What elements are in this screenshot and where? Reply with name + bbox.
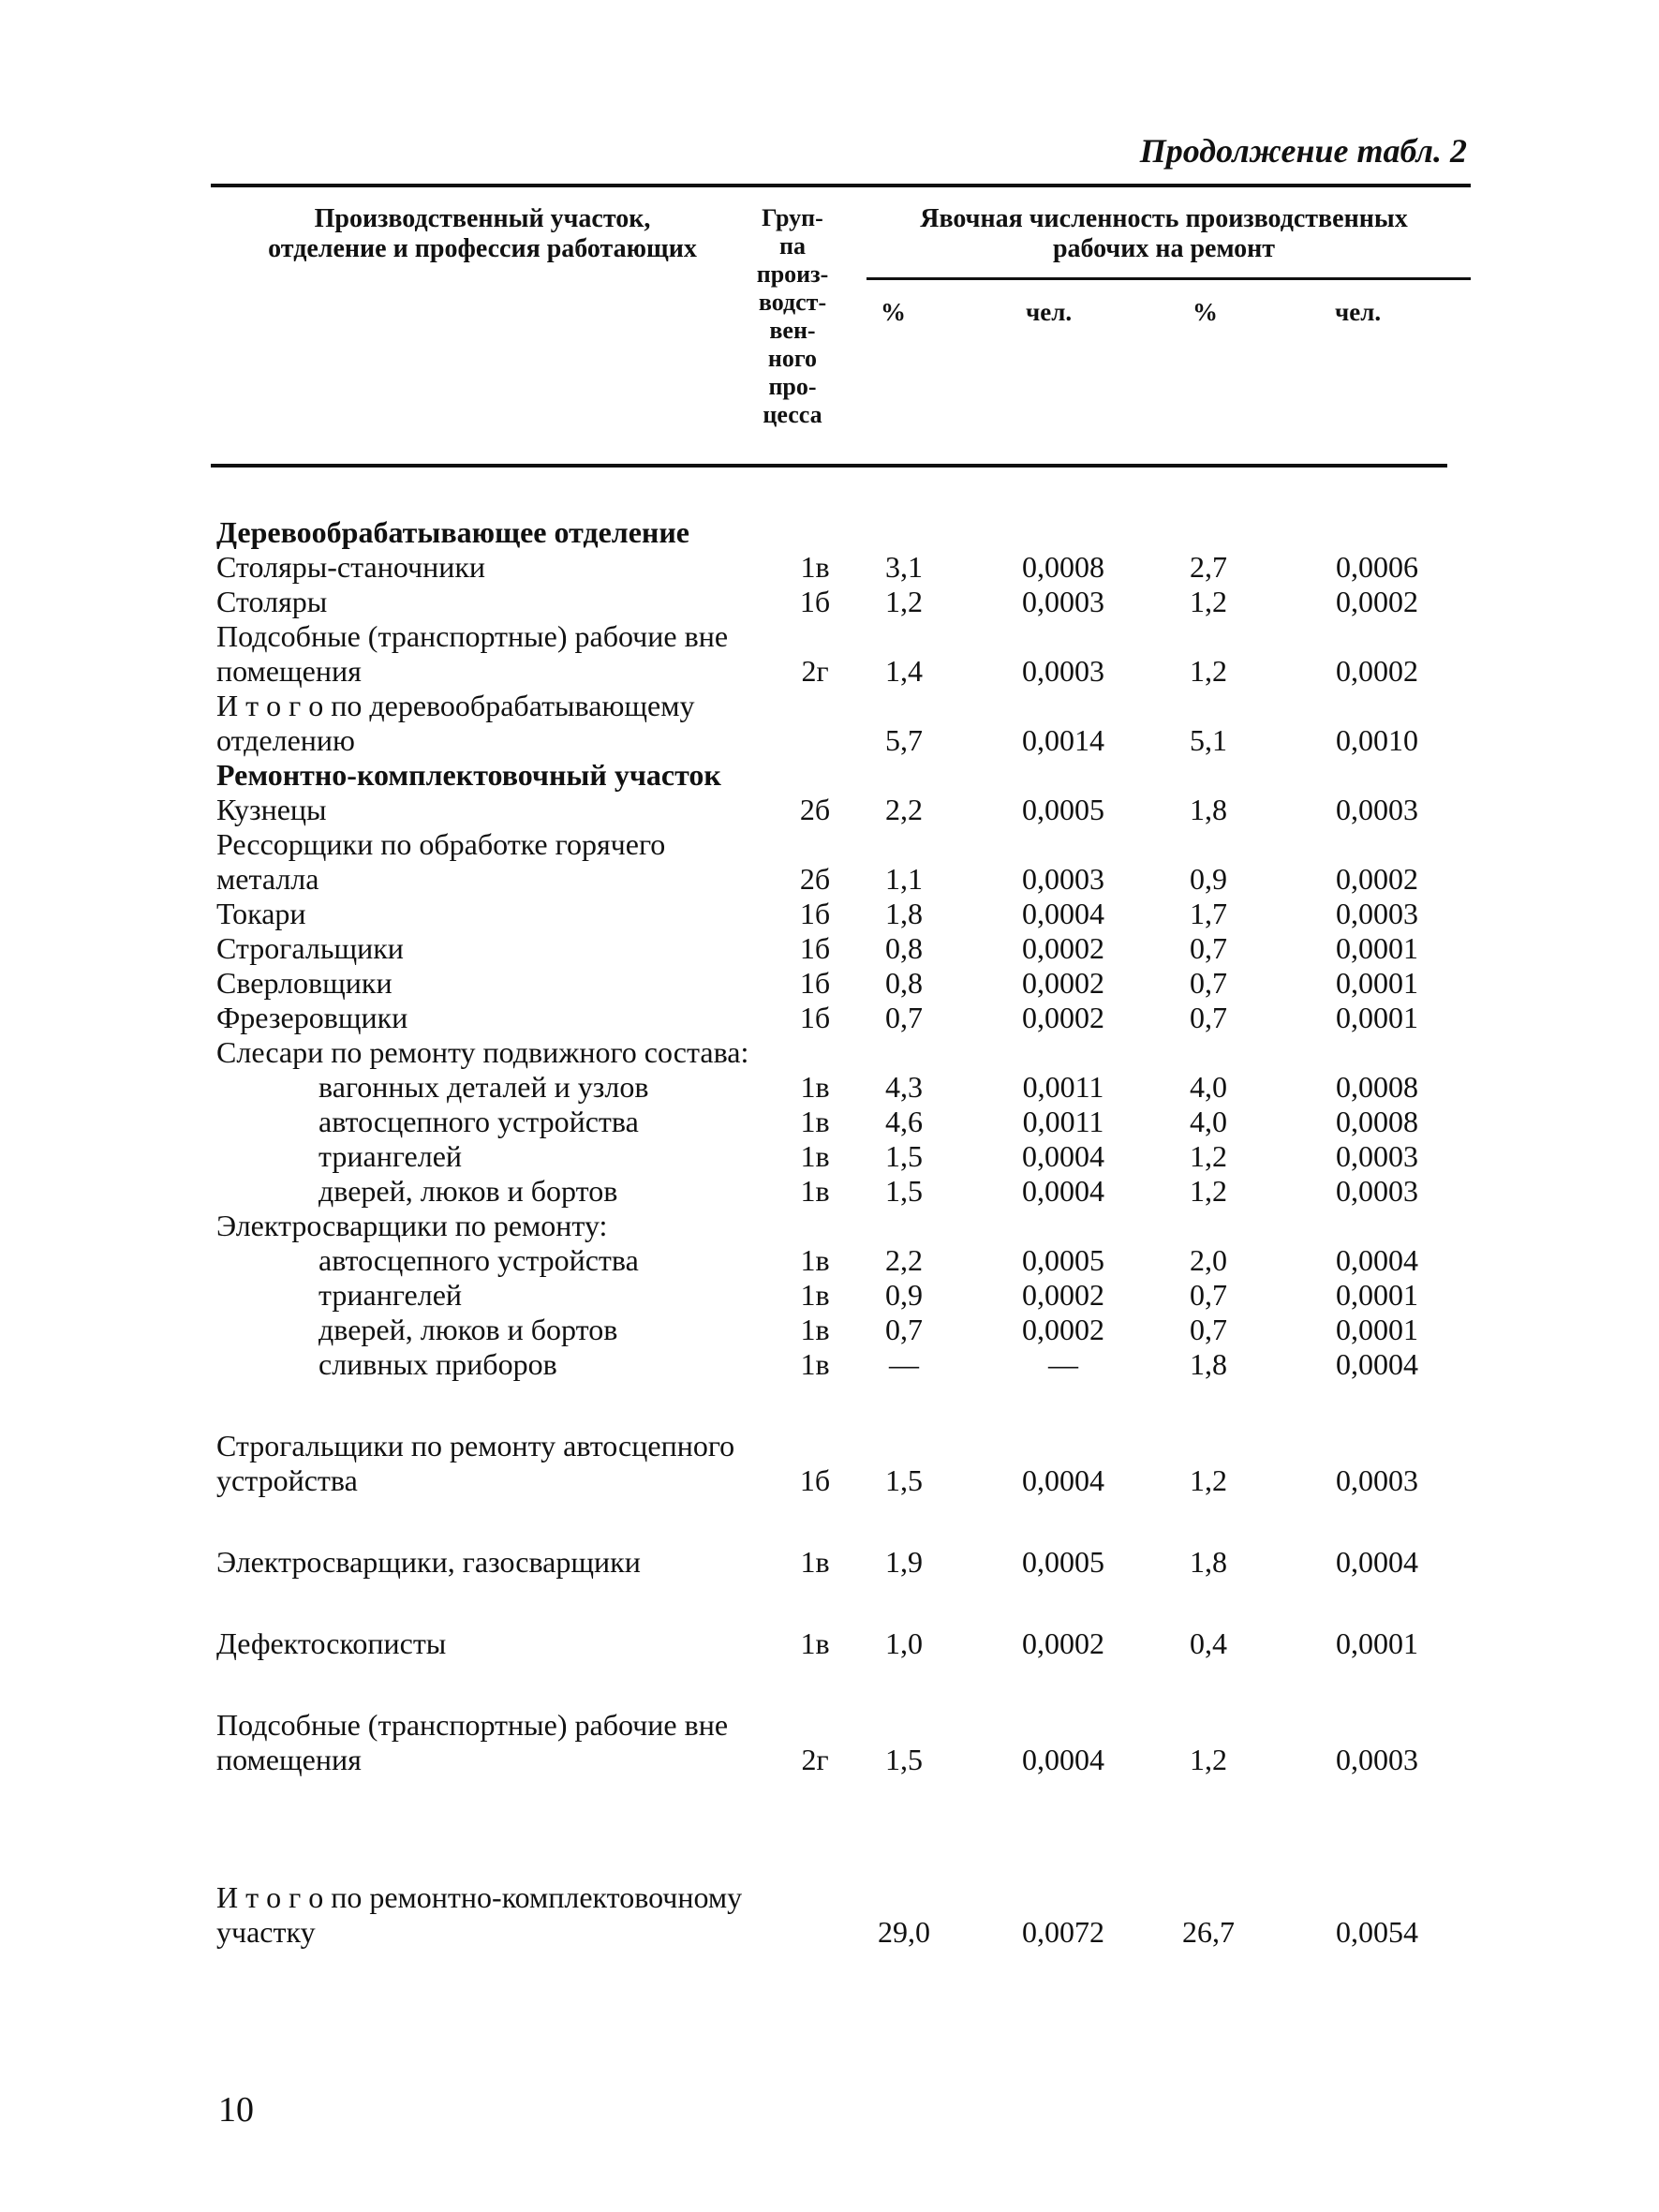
- row-values: [211, 966, 1471, 1001]
- cell-percent-2: 0,7: [1190, 1313, 1227, 1346]
- cell-percent-1: 4,3: [885, 1070, 923, 1104]
- cell-percent-2: 2,7: [1190, 550, 1227, 584]
- row-values: [211, 931, 1471, 966]
- cell-group: 1б: [799, 585, 831, 618]
- header-sub-percent-1: %: [881, 298, 906, 326]
- header-bottom-rule: [211, 464, 1447, 468]
- cell-group: 1в: [800, 1243, 830, 1277]
- cell-people-2: 0,0008: [1336, 1105, 1418, 1138]
- table-row: [211, 758, 1471, 793]
- header-attendance-line2: рабочих на ремонт: [1052, 234, 1276, 263]
- row-name: Строгальщики: [216, 931, 404, 965]
- header-group-line: произ-: [756, 260, 829, 288]
- row-values: [211, 1278, 1471, 1313]
- cell-group: 1б: [799, 1463, 831, 1497]
- row-values: [211, 897, 1471, 931]
- cell-people-2: 0,0004: [1336, 1545, 1418, 1579]
- table-caption: Продолжение табл. 2: [1139, 132, 1467, 170]
- cell-group: 1б: [799, 931, 831, 965]
- cell-people-2: 0,0004: [1336, 1347, 1418, 1381]
- cell-percent-2: 0,7: [1190, 966, 1227, 1000]
- page-number: 10: [218, 2090, 254, 2130]
- row-name: триангелей: [318, 1278, 463, 1312]
- cell-percent-1: 1,2: [885, 585, 923, 618]
- row-name: дверей, люков и бортов: [318, 1174, 618, 1208]
- cell-group: 1в: [800, 1545, 830, 1579]
- cell-group: 1б: [799, 897, 831, 930]
- cell-people-1: 0,0014: [1022, 723, 1104, 757]
- cell-percent-2: 2,0: [1190, 1243, 1227, 1277]
- row-name: Фрезеровщики: [216, 1001, 408, 1034]
- table-row: [211, 689, 1471, 758]
- cell-people-1: 0,0002: [1022, 966, 1104, 1000]
- header-group-line: цесса: [763, 401, 822, 428]
- cell-percent-2: 1,2: [1190, 1139, 1227, 1173]
- row-name: сливных приборов: [318, 1347, 557, 1381]
- cell-people-2: 0,0001: [1336, 1626, 1418, 1660]
- cell-percent-2: 1,2: [1190, 1463, 1227, 1497]
- row-name: Слесари по ремонту подвижного состава:: [216, 1035, 749, 1069]
- cell-percent-2: 1,8: [1190, 1545, 1227, 1579]
- row-name: Дефектоскописты: [216, 1626, 447, 1660]
- table-row: [211, 1347, 1471, 1382]
- cell-group: 1в: [800, 1139, 830, 1173]
- cell-group: 1в: [800, 1313, 830, 1346]
- row-name: Подсобные (транспортные) рабочие вне помещения: [216, 1708, 729, 1776]
- row-name: автосцепного устройства: [318, 1243, 639, 1277]
- cell-people-2: 0,0010: [1336, 723, 1418, 757]
- header-col-section: [211, 204, 754, 264]
- cell-percent-1: 2,2: [885, 793, 923, 826]
- table-row: [211, 1313, 1471, 1347]
- cell-people-2: 0,0001: [1336, 1313, 1418, 1346]
- cell-percent-2: 1,2: [1190, 1174, 1227, 1208]
- table-row: [211, 1243, 1471, 1278]
- header-top-rule: [211, 184, 1471, 187]
- cell-percent-1: 0,8: [885, 931, 923, 965]
- row-values: [211, 1243, 1471, 1278]
- cell-people-2: 0,0003: [1336, 1463, 1418, 1497]
- row-name: Столяры-станочники: [216, 550, 485, 584]
- row-name: И т о г о по деревообрабатывающему отделению: [216, 689, 695, 757]
- cell-percent-1: 1,5: [885, 1743, 923, 1776]
- header-group-line: па: [779, 232, 806, 260]
- cell-percent-2: 1,2: [1190, 1743, 1227, 1776]
- header-col-section-line2: отделение и профессия работающих: [268, 234, 697, 263]
- header-col-section-line1: Производственный участок,: [314, 204, 651, 233]
- cell-people-1: 0,0003: [1022, 862, 1104, 896]
- cell-people-1: 0,0002: [1022, 1313, 1104, 1346]
- cell-people-1: 0,0004: [1022, 1743, 1104, 1776]
- row-name: Столяры: [216, 585, 328, 618]
- row-name: триангелей: [318, 1139, 463, 1173]
- row-name: И т о г о по ремонтно-комплектовочному участку: [216, 1880, 743, 1949]
- row-values: [211, 585, 1471, 619]
- row-name: Ремонтно-комплектовочный участок: [216, 758, 721, 792]
- header-sub-percent-2: %: [1192, 298, 1218, 326]
- cell-people-1: 0,0002: [1022, 931, 1104, 965]
- row-values: [211, 1001, 1471, 1035]
- table-row: [211, 1708, 1471, 1777]
- cell-percent-1: 1,9: [885, 1545, 923, 1579]
- row-name: Электросварщики, газосварщики: [216, 1545, 641, 1579]
- cell-percent-2: 1,2: [1190, 585, 1227, 618]
- table-body: [211, 515, 1471, 1950]
- cell-group: 1в: [800, 1070, 830, 1104]
- table-row: [211, 1880, 1471, 1950]
- cell-group: 1в: [800, 1174, 830, 1208]
- row-name: дверей, люков и бортов: [318, 1313, 618, 1346]
- row-values: [211, 550, 1471, 585]
- cell-percent-1: 1,1: [885, 862, 923, 896]
- cell-percent-1: 1,5: [885, 1174, 923, 1208]
- table-row: [211, 931, 1471, 966]
- row-values: [211, 1545, 1471, 1580]
- cell-percent-2: 0,4: [1190, 1626, 1227, 1660]
- table-row: [211, 966, 1471, 1001]
- header-sub-people-1: чел.: [1026, 298, 1073, 326]
- cell-percent-1: 0,7: [885, 1001, 923, 1034]
- row-values: [211, 1915, 1471, 1950]
- cell-percent-1: 4,6: [885, 1105, 923, 1138]
- cell-percent-2: 5,1: [1190, 723, 1227, 757]
- cell-group: 1в: [800, 1105, 830, 1138]
- cell-group: 2б: [799, 793, 831, 826]
- row-values: [211, 723, 1471, 758]
- cell-percent-1: 5,7: [885, 723, 923, 757]
- header-group-line: про-: [768, 373, 817, 400]
- cell-percent-2: 0,7: [1190, 931, 1227, 965]
- cell-people-2: 0,0003: [1336, 1743, 1418, 1776]
- table-row: [211, 585, 1471, 619]
- cell-group: 1в: [800, 1278, 830, 1312]
- table-row: [211, 897, 1471, 931]
- table-row: [211, 1070, 1471, 1105]
- cell-people-1: 0,0008: [1022, 550, 1104, 584]
- header-sub-rule: [867, 277, 1471, 280]
- cell-percent-1: —: [889, 1347, 919, 1381]
- cell-percent-1: 1,4: [885, 654, 923, 688]
- row-name: Строгальщики по ремонту автосцепного устройства: [216, 1429, 735, 1497]
- cell-percent-2: 4,0: [1190, 1105, 1227, 1138]
- cell-group: 2б: [799, 862, 831, 896]
- cell-people-2: 0,0006: [1336, 550, 1418, 584]
- header-sub-people-2: чел.: [1335, 298, 1382, 326]
- cell-group: 1в: [800, 1626, 830, 1660]
- table-row: [211, 1545, 1471, 1580]
- cell-people-1: 0,0004: [1022, 897, 1104, 930]
- cell-people-2: 0,0004: [1336, 1243, 1418, 1277]
- cell-people-2: 0,0002: [1336, 585, 1418, 618]
- cell-people-1: 0,0011: [1022, 1105, 1104, 1138]
- cell-people-2: 0,0001: [1336, 966, 1418, 1000]
- cell-group: 1б: [799, 1001, 831, 1034]
- cell-people-2: 0,0001: [1336, 931, 1418, 965]
- row-name: Деревообрабатывающее отделение: [216, 515, 689, 549]
- cell-people-1: 0,0005: [1022, 1545, 1104, 1579]
- cell-percent-2: 1,8: [1190, 1347, 1227, 1381]
- header-group-line: Груп-: [762, 204, 823, 231]
- header-attendance-line1: Явочная численность производственных: [920, 204, 1408, 233]
- table-row: [211, 550, 1471, 585]
- cell-people-1: 0,0072: [1022, 1915, 1104, 1949]
- cell-percent-2: 1,2: [1190, 654, 1227, 688]
- header-col-attendance: [857, 204, 1471, 264]
- row-name: Рессорщики по обработке горячего металла: [216, 827, 666, 896]
- cell-group: 2г: [801, 1743, 829, 1776]
- cell-percent-1: 2,2: [885, 1243, 923, 1277]
- cell-people-2: 0,0008: [1336, 1070, 1418, 1104]
- cell-people-2: 0,0003: [1336, 1174, 1418, 1208]
- cell-percent-2: 1,7: [1190, 897, 1227, 930]
- cell-people-1: 0,0003: [1022, 654, 1104, 688]
- row-values: [211, 1139, 1471, 1174]
- row-name: автосцепного устройства: [318, 1105, 639, 1138]
- table-row: [211, 1626, 1471, 1661]
- row-values: [211, 1743, 1471, 1777]
- cell-people-1: 0,0003: [1022, 585, 1104, 618]
- cell-percent-2: 0,7: [1190, 1001, 1227, 1034]
- row-values: [211, 654, 1471, 689]
- cell-group: 1б: [799, 966, 831, 1000]
- row-values: [211, 1070, 1471, 1105]
- row-name: Подсобные (транспортные) рабочие вне помещения: [216, 619, 729, 688]
- table-row: [211, 1429, 1471, 1498]
- cell-people-1: 0,0005: [1022, 1243, 1104, 1277]
- cell-people-1: 0,0011: [1022, 1070, 1104, 1104]
- table-row: [211, 619, 1471, 689]
- table-row: [211, 1035, 1471, 1070]
- cell-people-2: 0,0003: [1336, 1139, 1418, 1173]
- table-row: [211, 515, 1471, 550]
- cell-percent-2: 0,9: [1190, 862, 1227, 896]
- cell-people-1: 0,0004: [1022, 1174, 1104, 1208]
- cell-percent-1: 3,1: [885, 550, 923, 584]
- row-values: [211, 1313, 1471, 1347]
- cell-percent-1: 1,0: [885, 1626, 923, 1660]
- cell-percent-1: 0,7: [885, 1313, 923, 1346]
- row-values: [211, 793, 1471, 827]
- cell-percent-2: 0,7: [1190, 1278, 1227, 1312]
- row-name: вагонных деталей и узлов: [318, 1070, 649, 1104]
- cell-people-1: —: [1048, 1347, 1078, 1381]
- cell-percent-1: 1,8: [885, 897, 923, 930]
- cell-people-2: 0,0003: [1336, 793, 1418, 826]
- table-row: [211, 1209, 1471, 1243]
- cell-percent-1: 29,0: [878, 1915, 930, 1949]
- cell-group: 1в: [800, 550, 830, 584]
- cell-people-2: 0,0002: [1336, 862, 1418, 896]
- row-values: [211, 1626, 1471, 1661]
- row-values: [211, 1174, 1471, 1209]
- cell-percent-1: 1,5: [885, 1463, 923, 1497]
- cell-people-2: 0,0002: [1336, 654, 1418, 688]
- cell-people-1: 0,0002: [1022, 1001, 1104, 1034]
- header-group-line: вен-: [769, 317, 816, 344]
- cell-people-2: 0,0001: [1336, 1278, 1418, 1312]
- table-row: [211, 1001, 1471, 1035]
- header-col-group: [748, 204, 837, 429]
- cell-percent-2: 1,8: [1190, 793, 1227, 826]
- cell-group: 2г: [801, 654, 829, 688]
- row-name: Сверловщики: [216, 966, 393, 1000]
- cell-people-2: 0,0001: [1336, 1001, 1418, 1034]
- table-row: [211, 1174, 1471, 1209]
- row-values: [211, 1105, 1471, 1139]
- row-values: [211, 1463, 1471, 1498]
- header-group-line: водст-: [758, 289, 827, 316]
- table-row: [211, 827, 1471, 897]
- cell-people-1: 0,0005: [1022, 793, 1104, 826]
- cell-people-1: 0,0002: [1022, 1278, 1104, 1312]
- cell-people-1: 0,0004: [1022, 1139, 1104, 1173]
- table-row: [211, 1139, 1471, 1174]
- cell-people-1: 0,0004: [1022, 1463, 1104, 1497]
- cell-people-2: 0,0003: [1336, 897, 1418, 930]
- row-name: Токари: [216, 897, 306, 930]
- row-values: [211, 1347, 1471, 1382]
- cell-percent-1: 0,9: [885, 1278, 923, 1312]
- table-row: [211, 1105, 1471, 1139]
- cell-group: 1в: [800, 1347, 830, 1381]
- table-row: [211, 793, 1471, 827]
- cell-people-1: 0,0002: [1022, 1626, 1104, 1660]
- cell-percent-1: 1,5: [885, 1139, 923, 1173]
- cell-percent-1: 0,8: [885, 966, 923, 1000]
- row-values: [211, 862, 1471, 897]
- header-group-line: ного: [767, 345, 818, 372]
- table-row: [211, 1278, 1471, 1313]
- row-name: Электросварщики по ремонту:: [216, 1209, 608, 1242]
- cell-people-2: 0,0054: [1336, 1915, 1418, 1949]
- row-name: Кузнецы: [216, 793, 327, 826]
- cell-percent-2: 26,7: [1182, 1915, 1235, 1949]
- cell-percent-2: 4,0: [1190, 1070, 1227, 1104]
